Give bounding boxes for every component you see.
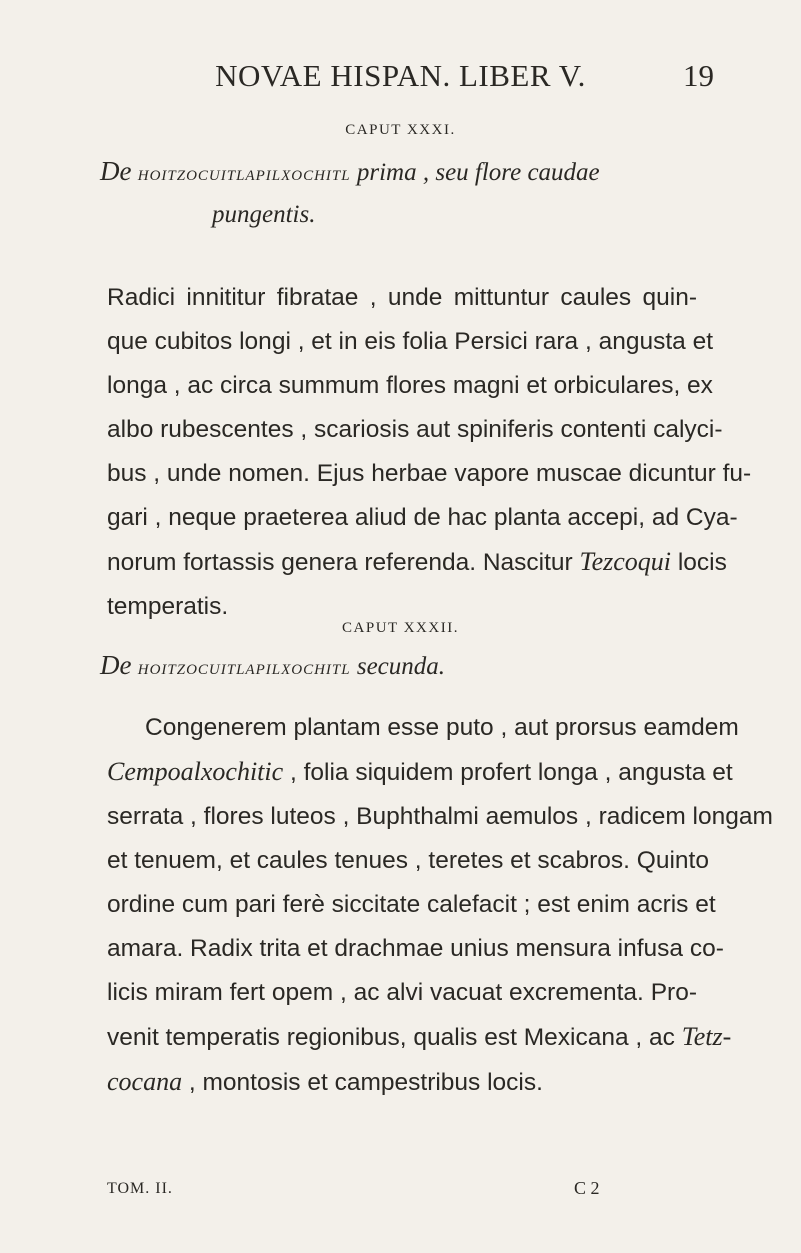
text-line: serrata , flores luteos , Buphthalmi aemulos , radicem longam xyxy=(107,803,773,830)
text-segment: , folia siquidem profert longa , angusta et xyxy=(290,759,733,786)
italic-place-name: cocana xyxy=(107,1067,183,1096)
text-line: longa , ac circa summum flores magni et orbiculares, ex xyxy=(107,372,713,399)
title-plant-name: hoitzocuitlapilxochitl xyxy=(137,161,351,185)
text-line: Congenerem plantam esse puto , aut prorsus eamdem xyxy=(145,714,739,741)
title-line-2: pungentis. xyxy=(212,201,316,228)
title-plant-name: hoitzocuitlapilxochitl xyxy=(137,655,351,679)
text-line xyxy=(107,750,733,795)
text-line: temperatis. xyxy=(107,593,229,620)
paragraph-32 xyxy=(107,706,773,1105)
title-rest: prima , seu flore caudae xyxy=(356,159,600,186)
text-line: Radici innititur fibratae , unde mittuntur caules quin- xyxy=(107,284,697,311)
text-line: bus , unde nomen. Ejus herbae vapore muscae dicuntur fu- xyxy=(107,460,752,487)
volume-signature: TOM. II. xyxy=(107,1180,173,1197)
text-line: albo rubescentes , scariosis aut spiniferis contenti calyci- xyxy=(107,416,723,443)
text-line: ordine cum pari ferè siccitate calefacit ; est enim acris et xyxy=(107,891,716,918)
signature-mark: C 2 xyxy=(574,1178,600,1198)
title-rest: secunda. xyxy=(356,653,446,680)
text-line: licis miram fert opem , ac alvi vacuat excrementa. Pro- xyxy=(107,979,697,1006)
text-line: et tenuem, et caules tenues , teretes et scabros. Quinto xyxy=(107,847,709,874)
text-line xyxy=(107,540,727,585)
italic-place-name: Tezcoqui xyxy=(579,547,672,576)
page-number: 19 xyxy=(683,58,714,93)
chapter-heading-31: CAPUT XXXI. xyxy=(345,122,456,138)
text-segment: locis xyxy=(677,549,727,576)
text-line: gari , neque praeterea aliud de hac planta accepi, ad Cya- xyxy=(107,504,738,531)
text-segment: norum fortassis genera referenda. Nascitur xyxy=(107,549,573,576)
italic-place-name: Tetz- xyxy=(681,1022,732,1051)
italic-plant-name: Cempoalxochitic xyxy=(107,757,284,786)
chapter-heading-32: CAPUT XXXII. xyxy=(342,620,459,636)
title-de: De xyxy=(100,156,132,186)
text-line xyxy=(107,1060,697,1105)
text-line: amara. Radix trita et drachmae unius mensura infusa co- xyxy=(107,935,724,962)
text-line xyxy=(107,1015,732,1060)
chapter-title-31 xyxy=(100,150,760,236)
chapter-title-32 xyxy=(100,644,760,688)
text-segment: , montosis et campestribus locis. xyxy=(188,1069,543,1096)
paragraph-31 xyxy=(107,276,752,629)
running-head: NOVAE HISPAN. LIBER V. xyxy=(215,58,586,93)
text-line: que cubitos longi , et in eis folia Persici rara , angusta et xyxy=(107,328,714,355)
text-segment: venit temperatis regionibus, qualis est Mexicana , ac xyxy=(107,1024,675,1051)
title-de: De xyxy=(100,650,132,680)
